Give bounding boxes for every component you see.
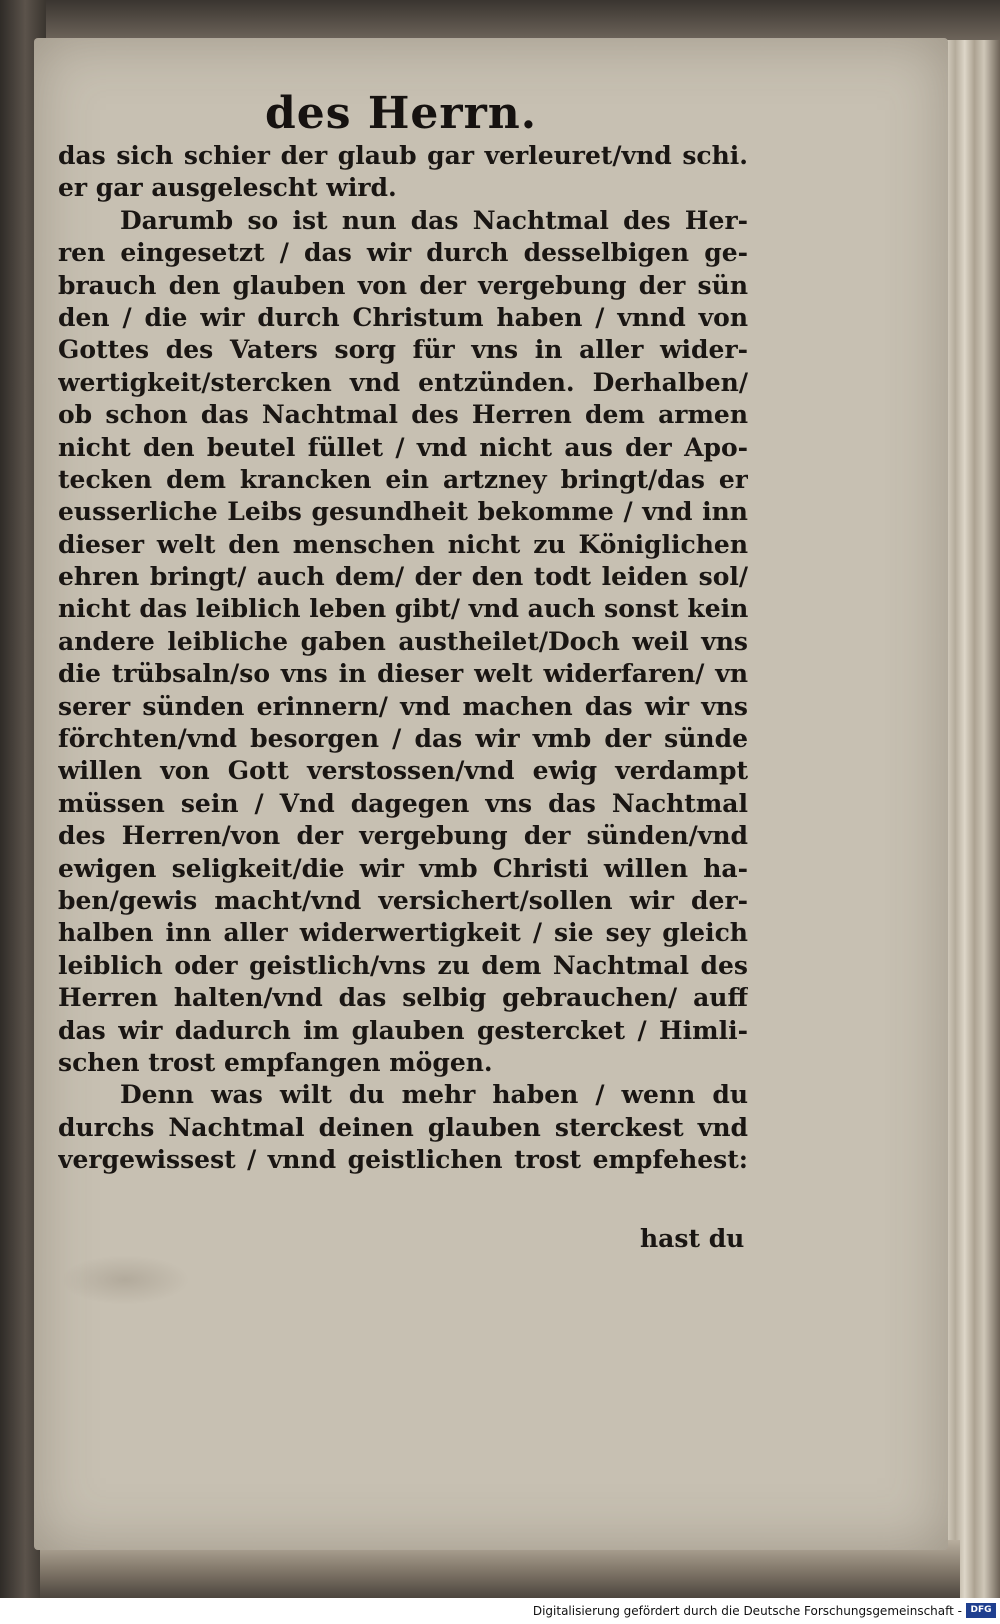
running-header: des Herrn. [265,88,538,139]
text-line: leiblich oder geistlich/vns zu dem Nachtmal des [58,950,748,980]
text-line: Gottes des Vaters sorg für vns in aller wider- [58,335,748,365]
text-line: durchs Nachtmal deinen glauben sterckest vnd [58,1112,748,1142]
text-line: dieser welt den menschen nicht zu Königlichen [58,529,748,559]
text-line: andere leibliche gaben austheilet/Doch weil vns [58,626,748,656]
text-line: Denn was wilt du mehr haben / wenn du [120,1080,748,1110]
ink-smudge [60,1255,190,1305]
text-line: des Herren/von der vergebung der sünden/vnd [58,821,748,851]
body-text [58,140,748,1177]
text-line: ben/gewis macht/vnd versichert/sollen wir der- [58,885,748,915]
text-line: Darumb so ist nun das Nachtmal des Her- [120,205,748,235]
text-line: müssen sein / Vnd dagegen vns das Nachtmal [58,788,748,818]
text-line: förchten/vnd besorgen / das wir vmb der sünde [58,724,748,754]
text-line: brauch den glauben von der vergebung der sün [58,270,748,300]
text-line: das wir dadurch im glauben gestercket / Himli- [58,1015,748,1045]
text-line: wertigkeit/stercken vnd entzünden. Derhalben/ [58,367,748,397]
text-line: er gar ausgelescht wird. [58,173,397,203]
text-line: ehren bringt/ auch dem/ der den todt leiden sol/ [58,562,748,592]
dfg-logo-icon: DFG [966,1603,996,1618]
text-line: das sich schier der glaub gar verleuret/vnd schi. [58,141,748,170]
text-line: schen trost empfangen mögen. [58,1047,493,1077]
text-line: Herren halten/vnd das selbig gebrauchen/ auff [58,983,748,1013]
text-line: ren eingesetzt / das wir durch desselbigen ge- [58,238,748,268]
text-line: eusserliche Leibs gesundheit bekomme / vnd inn [58,497,748,527]
book-binding-top [0,0,1000,40]
text-line: nicht den beutel füllet / vnd nicht aus der Apo- [58,432,748,462]
text-line: halben inn aller widerwertigkeit / sie sey gleich [58,918,748,948]
digitization-footer [0,1598,1000,1624]
text-line: nicht das leiblich leben gibt/ vnd auch sonst kein [58,594,748,624]
text-line: willen von Gott verstossen/vnd ewig verdampt [58,756,748,786]
text-line: die trübsaln/so vns in dieser welt widerfaren/ vn [58,659,748,689]
text-line: serer sünden erinnern/ vnd machen das wir vns [58,691,748,721]
text-line: tecken dem krancken ein artzney bringt/das er [58,464,748,494]
text-line: den / die wir durch Christum haben / vnnd von [58,302,748,332]
text-line: ewigen seligkeit/die wir vmb Christi willen ha- [58,853,748,883]
text-line: vergewissest / vnnd geistlichen trost empfehest: [58,1145,748,1175]
footer-credit-text: Digitalisierung gefördert durch die Deutsche Forschungsgemeinschaft - [532,1604,962,1618]
catchword: hast du [640,1224,745,1253]
text-line: ob schon das Nachtmal des Herren dem armen [58,400,748,430]
